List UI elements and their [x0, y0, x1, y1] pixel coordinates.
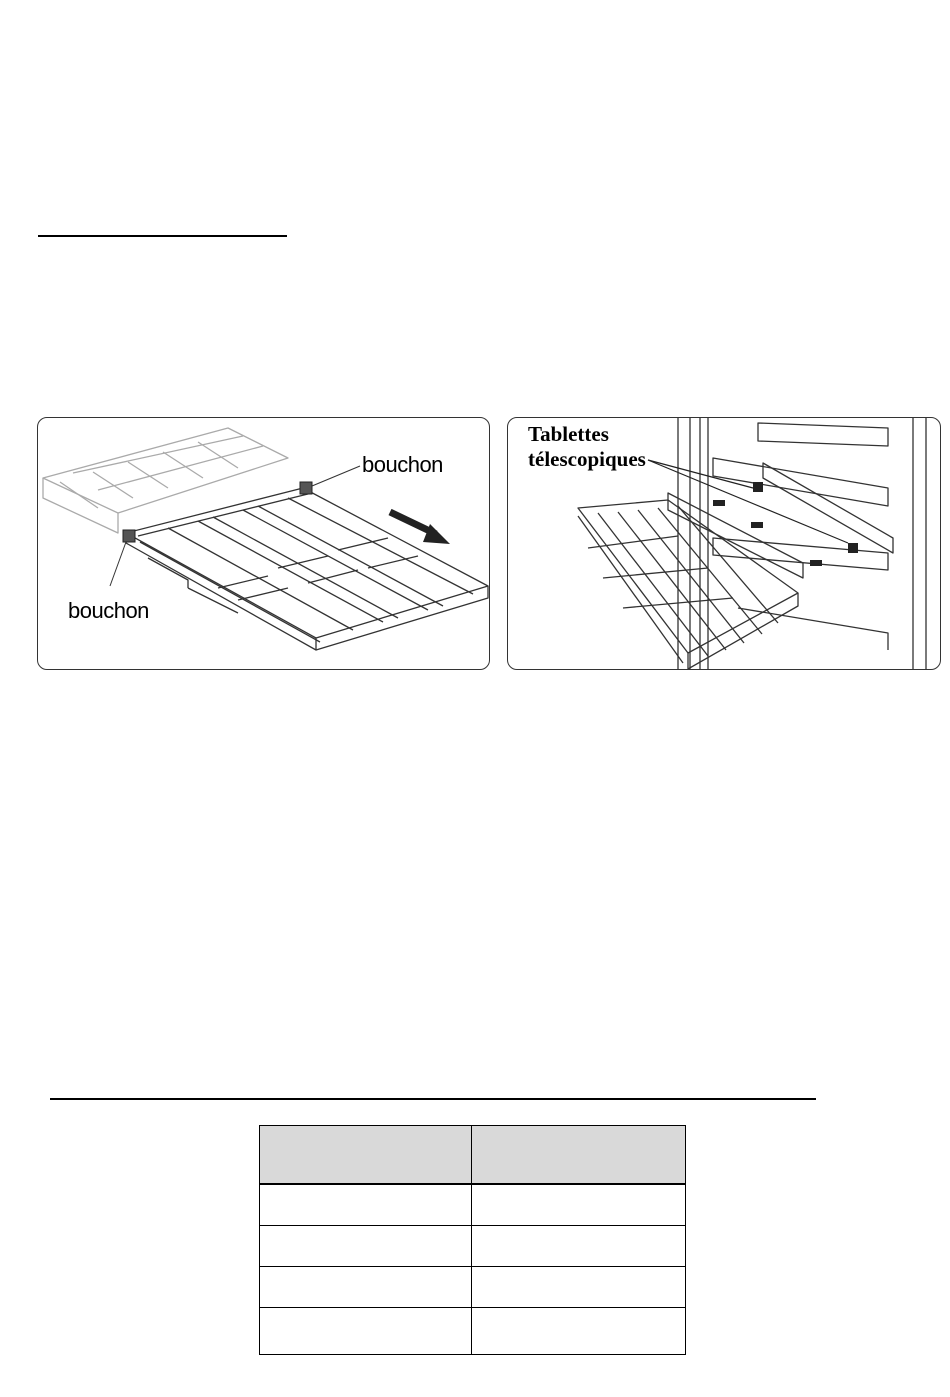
table-row — [260, 1226, 686, 1267]
table-row — [260, 1267, 686, 1308]
table-header-cell — [260, 1126, 472, 1185]
table-cell — [260, 1267, 472, 1308]
table-cell — [260, 1226, 472, 1267]
table-header-row — [260, 1126, 686, 1185]
callout-end-cap-top: bouchon — [362, 452, 443, 477]
table-cell — [472, 1226, 686, 1267]
spec-table — [259, 1125, 686, 1355]
table-row — [260, 1184, 686, 1226]
table-header-cell — [472, 1126, 686, 1185]
table-cell — [260, 1184, 472, 1226]
table-cell — [472, 1184, 686, 1226]
callout-telescopic-line1: Tablettes — [528, 422, 609, 446]
table-row — [260, 1308, 686, 1355]
callout-telescopic-line2: télescopiques — [528, 447, 646, 471]
section-heading-underline — [38, 235, 287, 237]
figure-shelf-end-caps — [37, 417, 490, 670]
table-cell — [472, 1308, 686, 1355]
figure-telescopic-shelves — [507, 417, 941, 670]
table-cell — [472, 1267, 686, 1308]
callout-end-cap-bottom: bouchon — [68, 598, 149, 623]
section-heading-underline-2 — [50, 1098, 816, 1100]
table-cell — [260, 1308, 472, 1355]
